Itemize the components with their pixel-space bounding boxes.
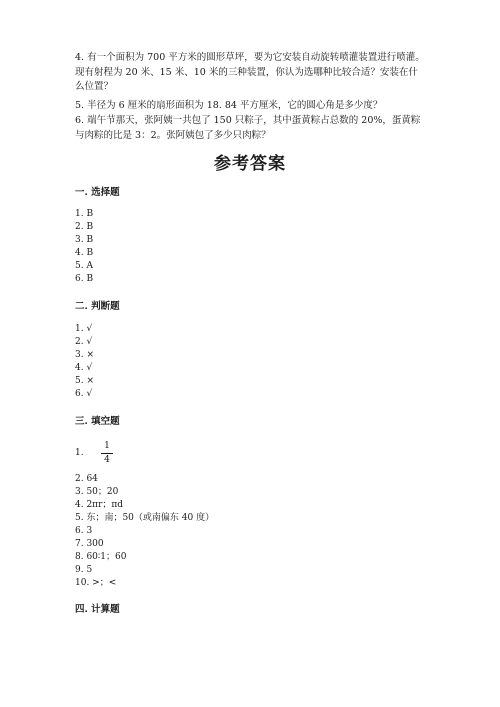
answer-item: 2. 64 [75, 474, 98, 484]
answer-item: 2. √ [75, 337, 93, 347]
answer-item: 3. 50；20 [75, 487, 119, 497]
section-heading-choice: 一. 选择题 [75, 187, 120, 198]
question-5: 5. 半径为 6 厘米的扇形面积为 18. 84 平方厘米，它的圆心角是多少度？ [75, 100, 383, 111]
answer-item: 6. 3 [75, 526, 93, 536]
section-heading-calculation: 四. 计算题 [75, 604, 120, 615]
answer-item: 9. 5 [75, 565, 93, 575]
answer-item: 6. √ [75, 389, 93, 399]
answer-item: 4. 2πr；πd [75, 500, 124, 510]
question-6: 6. 端午节那天，张阿姨一共包了 150 只粽子，其中蛋黄粽占总数的 20%，蛋黄粽与肉粽的比是 3：2。张阿姨包了多少只肉粽？ [75, 115, 421, 141]
answer-item-label: 1. [75, 448, 84, 458]
question-4: 4. 有一个面积为 700 平方米的圆形草坪，要为它安装自动旋转喷灌装置进行喷灌。现有射程为 20 米、15 米、10 米的三种装置，你认为选哪种比较合适？安装在什么位置？ [75, 52, 425, 92]
fraction-denominator: 4 [104, 455, 110, 465]
answer-item: 4. √ [75, 363, 93, 373]
answer-item: 2. B [75, 222, 94, 232]
answer-item: 10. >；< [75, 578, 117, 588]
answer-item: 6. B [75, 274, 94, 284]
answer-item: 8. 60∶1；60 [75, 552, 127, 562]
answer-item: 4. B [75, 248, 94, 258]
fraction-bar [101, 453, 113, 454]
section-heading-judgement: 二. 判断题 [75, 301, 120, 312]
answer-item: 5. 东；南；50（或南偏东 40 度） [75, 513, 215, 523]
fraction [101, 441, 113, 466]
section-heading-fill-blank: 三. 填空题 [75, 416, 120, 427]
answer-item: 1. B [75, 209, 94, 219]
answer-item: 3. B [75, 235, 94, 245]
answer-item: 3. × [75, 350, 94, 360]
answer-item: 1. √ [75, 324, 93, 334]
answer-item: 7. 300 [75, 539, 104, 549]
answer-item: 5. × [75, 376, 94, 386]
answer-item: 5. A [75, 261, 93, 271]
answer-title: 参考答案 [214, 154, 286, 174]
fraction-numerator: 1 [104, 441, 110, 451]
